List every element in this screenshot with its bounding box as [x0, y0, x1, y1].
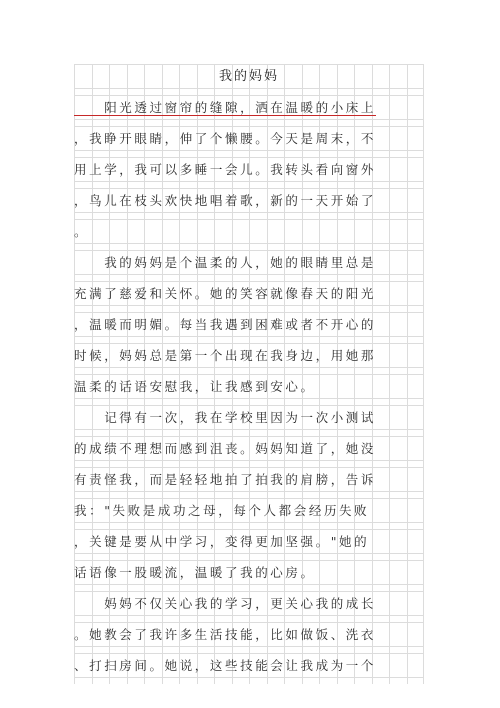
grid-line	[74, 560, 424, 561]
grid-line	[74, 367, 424, 368]
grid-line	[74, 188, 424, 189]
grid-line	[74, 677, 424, 678]
essay-line	[74, 562, 424, 584]
essay-line-text: 。	[74, 224, 90, 239]
grid-line	[74, 491, 424, 492]
grid-line	[74, 274, 424, 275]
grid-line	[74, 88, 424, 89]
grid-line	[74, 336, 424, 337]
essay-title: 我的妈妈	[218, 69, 279, 84]
essay-line-text: 的成绩不理想而感到沮丧。妈妈知道了，她没	[74, 441, 377, 456]
grid-line	[74, 119, 424, 120]
grid-line	[74, 529, 424, 530]
essay-line-text: 温柔的话语安慰我，让我感到安心。	[74, 379, 316, 394]
essay-line-text: 我的妈妈是个温柔的人，她的眼睛里总是	[74, 255, 377, 270]
grid-line	[74, 553, 424, 554]
grid-line	[74, 305, 424, 306]
grid-line	[74, 436, 424, 437]
grid-line	[74, 250, 424, 251]
grid-line	[74, 212, 424, 213]
essay-line	[74, 438, 424, 460]
essay-line-text: 有责怪我，而是轻轻地拍了拍我的肩膀，告诉	[74, 472, 377, 487]
essay-line	[74, 345, 424, 367]
grid-line	[74, 150, 424, 151]
grid-line	[74, 374, 424, 375]
essay-line-text: ，我睁开眼睛，伸了个懒腰。今天是周末，不	[74, 131, 377, 146]
essay-line-text: ，鸟儿在枝头欢快地唱着歌，新的一天开始了	[74, 193, 377, 208]
grid-line	[74, 95, 424, 96]
grid-line	[74, 467, 424, 468]
grid-line	[74, 522, 424, 523]
essay-line	[74, 97, 424, 119]
essay-line-text: ，关键是要从中学习，变得更加坚强。"她的	[74, 534, 370, 549]
essay-line	[74, 128, 424, 150]
essay-line	[74, 469, 424, 491]
essay-line	[74, 407, 424, 429]
grid-line	[74, 498, 424, 499]
essay-line-text: 。她教会了我许多生活技能，比如做饭、洗衣	[74, 627, 377, 642]
essay-line	[74, 531, 424, 553]
grid-line	[74, 219, 424, 220]
essay-line-text: 时候，妈妈总是第一个出现在我身边，用她那	[74, 348, 377, 363]
grid-line	[74, 312, 424, 313]
essay-line	[74, 252, 424, 274]
grid-line	[74, 126, 424, 127]
essay-line	[74, 159, 424, 181]
grid-line	[74, 281, 424, 282]
essay-line-text: 充满了慈爱和关怀。她的笑容就像春天的阳光	[74, 286, 377, 301]
essay-line	[74, 283, 424, 305]
essay-line-text: 妈妈不仅关心我的学习，更关心我的成长	[74, 596, 377, 611]
essay-line	[74, 221, 424, 243]
grid-line	[74, 460, 424, 461]
essay-line	[74, 376, 424, 398]
essay-line-text: 用上学，我可以多睡一会儿。我转头看向窗外	[74, 162, 377, 177]
grid-line	[74, 343, 424, 344]
essay-line	[74, 655, 424, 677]
grid-line	[74, 64, 424, 65]
essay-sheet	[74, 64, 424, 684]
grid-line	[74, 653, 424, 654]
essay-line	[74, 190, 424, 212]
grid-line	[74, 157, 424, 158]
essay-line-text: 、打扫房间。她说，这些技能会让我成为一个	[74, 658, 377, 673]
essay-line	[74, 593, 424, 615]
grid-line	[74, 646, 424, 647]
essay-line	[74, 624, 424, 646]
essay-line-text: 话语像一股暖流，温暖了我的心房。	[74, 565, 316, 580]
essay-line-text: ，温暖而明媚。每当我遇到困难或者不开心的	[74, 317, 377, 332]
grid-line	[74, 243, 424, 244]
grid-line	[74, 429, 424, 430]
grid-line	[74, 398, 424, 399]
grid-line	[74, 622, 424, 623]
essay-line	[74, 500, 424, 522]
essay-line-text: 记得有一次，我在学校里因为一次小测试	[74, 410, 377, 425]
grid-line	[74, 584, 424, 585]
grid-line	[74, 181, 424, 182]
grid-line	[74, 591, 424, 592]
grid-line	[74, 405, 424, 406]
essay-line-text: 我："失败是成功之母，每个人都会经历失败	[74, 503, 370, 518]
essay-line	[74, 314, 424, 336]
grid-line	[74, 615, 424, 616]
essay-line-text: 阳光透过窗帘的缝隙，洒在温暖的小床上	[74, 100, 377, 115]
